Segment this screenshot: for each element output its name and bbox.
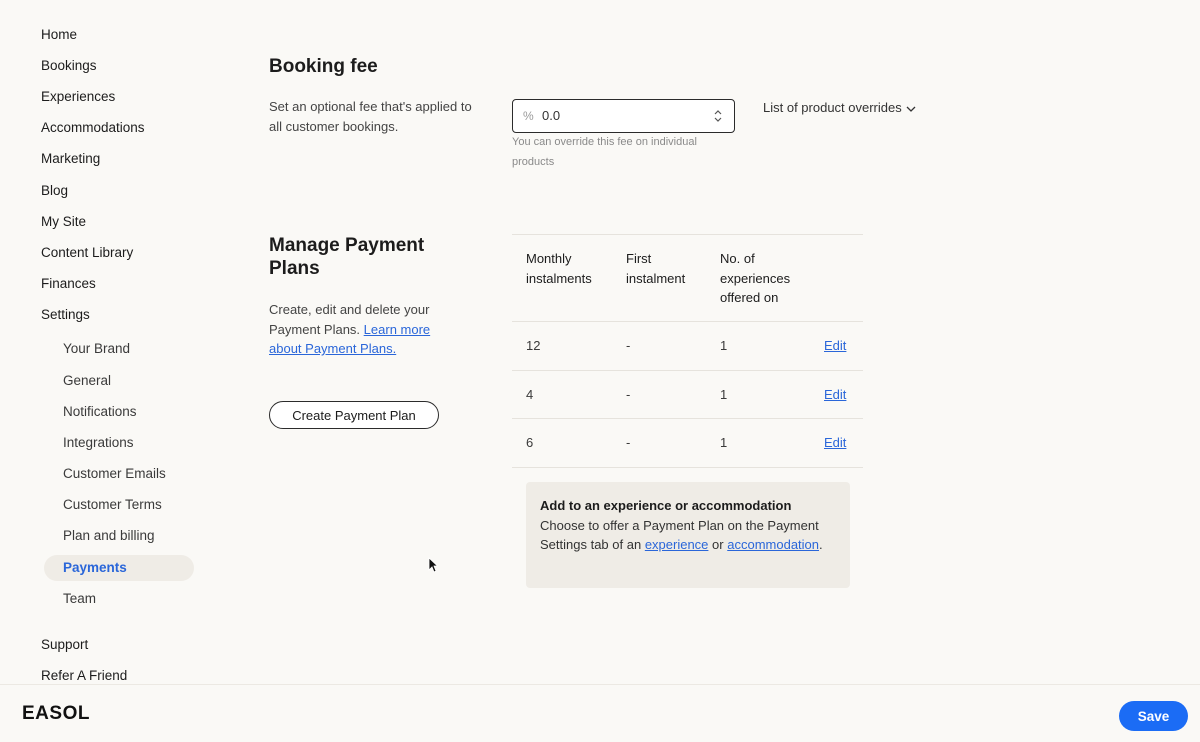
sidebar-item-content-library[interactable]: Content Library (41, 245, 134, 260)
sidebar-subitem-your-brand[interactable]: Your Brand (63, 341, 131, 356)
booking-fee-title: Booking fee (269, 56, 378, 77)
table-divider (512, 418, 863, 419)
header-first-instalment: First instalment (626, 251, 686, 286)
edit-link[interactable]: Edit (824, 338, 847, 353)
header-experiences-count: No. of experiences offered on (720, 251, 791, 305)
booking-fee-value: 0.0 (542, 108, 561, 123)
sidebar-item-refer-a-friend[interactable]: Refer A Friend (41, 668, 128, 683)
product-overrides-dropdown[interactable] (763, 100, 916, 115)
sidebar-item-blog[interactable]: Blog (41, 183, 69, 198)
cell-experiences: 1 (720, 435, 728, 450)
stepper-arrows-icon[interactable] (714, 109, 722, 123)
sidebar-item-my-site[interactable]: My Site (41, 214, 87, 229)
mouse-cursor-icon (428, 557, 438, 573)
table-divider (512, 370, 863, 371)
info-box-text-start: Choose to offer a Payment Plan on the Payment Settings tab of an (540, 517, 819, 552)
cell-instalments: 6 (526, 435, 534, 450)
info-box (526, 482, 850, 588)
save-button[interactable]: Save (1119, 701, 1188, 731)
info-box-text-or: or (712, 537, 724, 552)
table-divider (512, 234, 863, 235)
edit-link[interactable]: Edit (824, 387, 847, 402)
sidebar-subitem-notifications[interactable]: Notifications (63, 404, 137, 419)
cell-first-instalment: - (626, 338, 631, 353)
payment-plans-title: Manage Payment Plans (269, 235, 425, 279)
info-box-text-end: . (819, 537, 823, 552)
payment-plans-description-text: Create, edit and delete your Payment Plans. (269, 302, 430, 337)
sidebar-item-support[interactable]: Support (41, 637, 89, 652)
cell-first-instalment: - (626, 435, 631, 450)
sidebar-item-home[interactable]: Home (41, 27, 78, 42)
payment-plans-description (269, 300, 454, 359)
sidebar-subitem-team[interactable]: Team (63, 591, 97, 606)
chevron-down-icon (906, 106, 916, 112)
booking-fee-helper: You can override this fee on individual products (512, 136, 697, 168)
cell-first-instalment: - (626, 387, 631, 402)
info-box-title: Add to an experience or accommodation (540, 498, 792, 513)
cell-instalments: 4 (526, 387, 534, 402)
cell-experiences: 1 (720, 338, 728, 353)
sidebar-item-settings[interactable]: Settings (41, 307, 90, 322)
sidebar-item-marketing[interactable]: Marketing (41, 151, 101, 166)
sidebar-subitem-payments[interactable]: Payments (63, 560, 127, 575)
sidebar-subitem-customer-terms[interactable]: Customer Terms (63, 497, 162, 512)
cell-experiences: 1 (720, 387, 728, 402)
table-divider (512, 321, 863, 322)
product-overrides-label: List of product overrides (763, 100, 902, 115)
sidebar-subitem-general[interactable]: General (63, 373, 112, 388)
easol-logo: EASOL (22, 703, 90, 724)
sidebar-subitem-customer-emails[interactable]: Customer Emails (63, 466, 166, 481)
experience-link[interactable]: experience (644, 537, 709, 552)
booking-fee-input[interactable] (512, 99, 735, 133)
sidebar-item-experiences[interactable]: Experiences (41, 89, 116, 104)
sidebar-item-bookings[interactable]: Bookings (41, 58, 97, 73)
header-monthly-instalments: Monthly instalments (526, 251, 592, 286)
info-box-text (540, 516, 836, 555)
sidebar (0, 0, 210, 690)
percent-prefix: % (523, 109, 534, 123)
cell-instalments: 12 (526, 338, 541, 353)
footer-bar (0, 684, 1200, 742)
sidebar-subitem-plan-and-billing[interactable]: Plan and billing (63, 528, 155, 543)
learn-more-link[interactable]: Learn more about Payment Plans. (269, 321, 431, 356)
create-payment-plan-button[interactable]: Create Payment Plan (269, 401, 439, 429)
edit-link[interactable]: Edit (824, 435, 847, 450)
accommodation-link[interactable]: accommodation (727, 537, 820, 552)
sidebar-subitem-integrations[interactable]: Integrations (63, 435, 134, 450)
sidebar-item-finances[interactable]: Finances (41, 276, 96, 291)
booking-fee-description: Set an optional fee that's applied to all customer bookings. (269, 99, 472, 134)
sidebar-item-accommodations[interactable]: Accommodations (41, 120, 145, 135)
table-divider (512, 467, 863, 468)
